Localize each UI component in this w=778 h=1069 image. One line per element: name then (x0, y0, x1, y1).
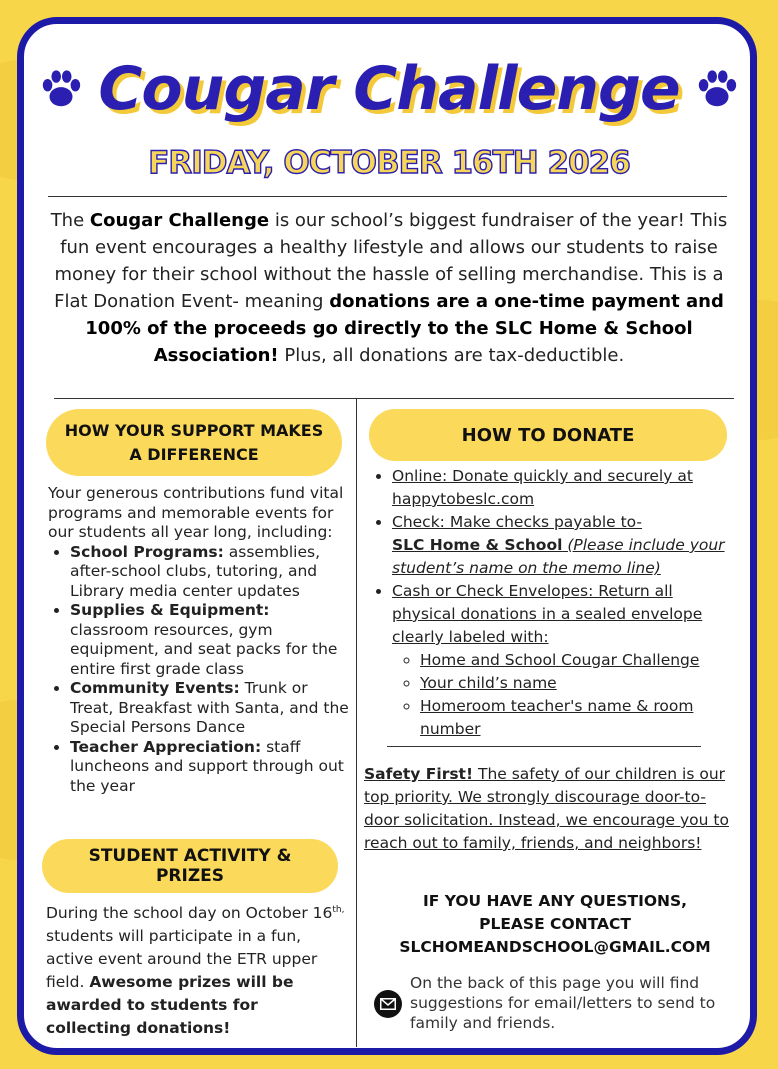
sub-item: Home and School Cougar Challenge (420, 651, 700, 669)
donate-section (368, 465, 738, 741)
paw-icon (694, 66, 740, 112)
activity-text-part: During the school day on October 16 (46, 904, 333, 923)
activity-text (46, 899, 348, 1040)
item-text: staff luncheons and support through out the year (70, 737, 344, 795)
back-page-note: On the back of this page you will find suggestions for email/letters to send to family and friends. (410, 974, 716, 1032)
list-item (392, 511, 738, 580)
check-text: Check: Make checks payable to- (392, 513, 643, 531)
item-text: Trunk or Treat, Breakfast with Santa, and the Special Persons Dance (70, 679, 349, 736)
list-item (420, 695, 738, 741)
intro-text: The (50, 210, 90, 231)
intro-bold: donations are a one-time payment and 100% of the proceeds go directly to the SLC Home & School Association! (85, 291, 724, 366)
intro-text: is our school’s biggest fundraiser of the year! This fun event encourages a healthy lifestyle and allows our students to raise money for their school without the hassle of selling merchandise. This is a Flat Donation Event- meaning (54, 210, 728, 312)
donate-list (368, 465, 738, 741)
superscript: th, (332, 905, 345, 915)
event-date: FRIDAY, OCTOBER 16TH 2026 (148, 145, 630, 181)
list-item (70, 601, 350, 679)
activity-heading: STUDENT ACTIVITY & PRIZES (42, 839, 338, 893)
contact-email-link[interactable]: SLCHOMEANDSCHOOL@GMAIL.COM (399, 938, 711, 956)
list-item (392, 465, 738, 511)
item-text: assemblies, after-school clubs, tutoring, and Library media center updates (70, 542, 321, 600)
safety-text: The safety of our children is our top priority. We strongly discourage door-to-door solicitation. Instead, we encourage you to reach out to family, friends, and neighbors! (364, 765, 729, 852)
item-text: classroom resources, gym equipment, and seat packs for the entire first grade class (70, 620, 338, 678)
intro-paragraph (44, 207, 734, 369)
intro-text: Plus, all donations are tax-deductible. (278, 345, 625, 366)
divider (387, 746, 701, 747)
safety-note (364, 763, 740, 855)
divider (54, 398, 734, 399)
paw-icon (38, 66, 84, 112)
item-label: Supplies & Equipment: (70, 601, 270, 619)
page-title: Cougar Challenge (98, 54, 680, 124)
contact-line: IF YOU HAVE ANY QUESTIONS, (422, 892, 688, 910)
support-heading: HOW YOUR SUPPORT MAKES A DIFFERENCE (46, 409, 342, 476)
list-item (70, 679, 350, 738)
list-item (70, 543, 350, 602)
check-note: (Please include your student’s name on the memo line) (392, 536, 725, 577)
divider (48, 196, 727, 197)
envelope-icon (374, 990, 402, 1018)
item-label: School Programs: (70, 542, 224, 561)
sub-item: Your child’s name (420, 674, 557, 692)
intro-bold: Cougar Challenge (89, 210, 270, 231)
item-label: Community Events: (70, 679, 240, 697)
activity-text-part: students will participate in a fun, active event around the ETR upper field. (46, 927, 318, 992)
safety-label: Safety First! (364, 765, 474, 783)
contact-line: PLEASE CONTACT (479, 915, 631, 933)
donate-heading: HOW TO DONATE (369, 409, 727, 461)
item-label: Teacher Appreciation: (70, 737, 262, 756)
support-list (48, 543, 350, 797)
check-payee: SLC Home & School (392, 536, 563, 554)
activity-bold: Awesome prizes will be awarded to students for collecting donations! (46, 973, 294, 1038)
list-item (392, 580, 738, 741)
column-divider (356, 399, 357, 1047)
title-row (0, 45, 778, 133)
support-section (48, 484, 350, 796)
cash-text: Cash or Check Envelopes: Return all physical donations in a sealed envelope clearly labeled with: (392, 582, 703, 646)
sub-item: Homeroom teacher's name & room number (420, 697, 694, 738)
list-item (420, 649, 738, 672)
list-item (420, 672, 738, 695)
support-lead: Your generous contributions fund vital programs and memorable events for our students all year long, including: (48, 484, 344, 541)
online-donate-link[interactable]: Online: Donate quickly and securely at happytobeslc.com (392, 467, 693, 508)
envelope-label-list (392, 649, 738, 741)
contact-block (370, 890, 740, 959)
list-item (70, 738, 350, 797)
